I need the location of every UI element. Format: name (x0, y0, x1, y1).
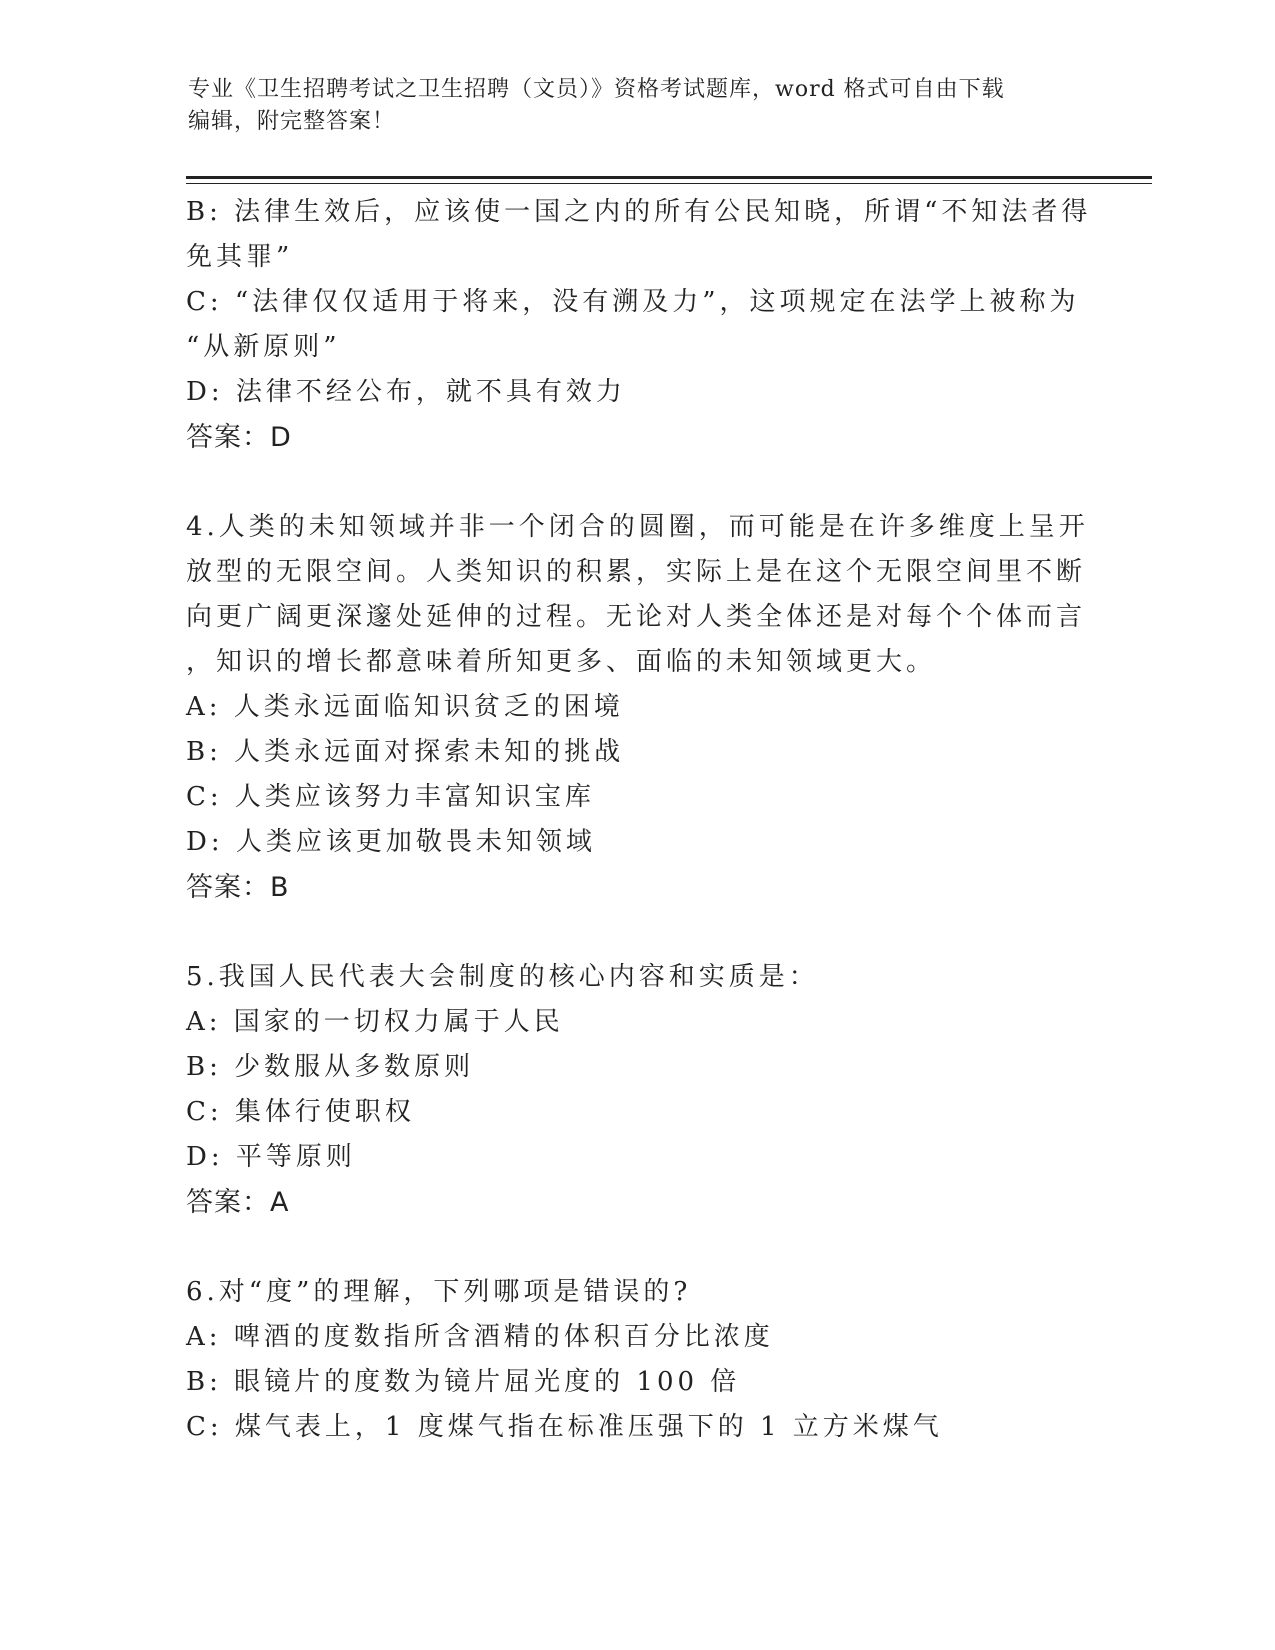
question-5 (186, 955, 1086, 1225)
question-content (186, 190, 1092, 1450)
q3-option-b-line-1: B: 法律生效后，应该使一国之内的所有公民知晓，所谓“不知法者得 (186, 197, 1092, 227)
q6-option-c: C: 煤气表上，1 度煤气指在标准压强下的 1 立方米煤气 (186, 1412, 943, 1442)
q4-answer: 答案：B (186, 872, 290, 903)
header-divider-thick (186, 176, 1152, 179)
q3-option-d: D: 法律不经公布，就不具有效力 (186, 377, 626, 407)
question-6 (186, 1270, 1086, 1450)
q4-stem-line-4: ，知识的增长都意味着所知更多、面临的未知领域更大。 (186, 647, 937, 677)
q3-option-c-line-1: C: “法律仅仅适用于将来，没有溯及力”，这项规定在法学上被称为 (186, 287, 1080, 317)
header-line-1: 专业《卫生招聘考试之卫生招聘（文员）》资格考试题库，word 格式可自由下载 (188, 77, 1005, 102)
header-line-2: 编辑，附完整答案！ (188, 109, 396, 134)
q6-option-a: A: 啤酒的度数指所含酒精的体积百分比浓度 (186, 1322, 774, 1352)
q4-option-a: A: 人类永远面临知识贫乏的困境 (186, 692, 624, 722)
q5-answer: 答案：A (186, 1187, 290, 1218)
q3-option-b-line-2: 免其罪” (186, 242, 294, 272)
q5-stem: 5.我国人民代表大会制度的核心内容和实质是： (186, 962, 819, 992)
q5-option-b: B: 少数服从多数原则 (186, 1052, 475, 1082)
q4-stem-line-3: 向更广阔更深邃处延伸的过程。无论对人类全体还是对每个个体而言 (186, 602, 1087, 632)
document-header (188, 74, 1088, 138)
q6-option-b: B: 眼镜片的度数为镜片屈光度的 100 倍 (186, 1367, 741, 1397)
q4-stem-line-2: 放型的无限空间。人类知识的积累，实际上是在这个无限空间里不断 (186, 557, 1087, 587)
q4-option-b: B: 人类永远面对探索未知的挑战 (186, 737, 625, 767)
q6-stem: 6.对“度”的理解，下列哪项是错误的? (186, 1277, 692, 1307)
q4-stem-line-1: 4.人类的未知领域并非一个闭合的圆圈，而可能是在许多维度上呈开 (186, 512, 1089, 542)
q5-option-c: C: 集体行使职权 (186, 1097, 415, 1127)
q4-option-c: C: 人类应该努力丰富知识宝库 (186, 782, 595, 812)
header-divider-thin (186, 183, 1152, 184)
q3-option-c-line-2: “从新原则” (186, 332, 341, 362)
q3-answer: 答案：D (186, 422, 292, 453)
q5-option-a: A: 国家的一切权力属于人民 (186, 1007, 564, 1037)
q4-option-d: D: 人类应该更加敬畏未知领域 (186, 827, 596, 857)
question-3 (186, 190, 1092, 460)
q5-option-d: D: 平等原则 (186, 1142, 356, 1172)
question-4 (186, 505, 1089, 910)
